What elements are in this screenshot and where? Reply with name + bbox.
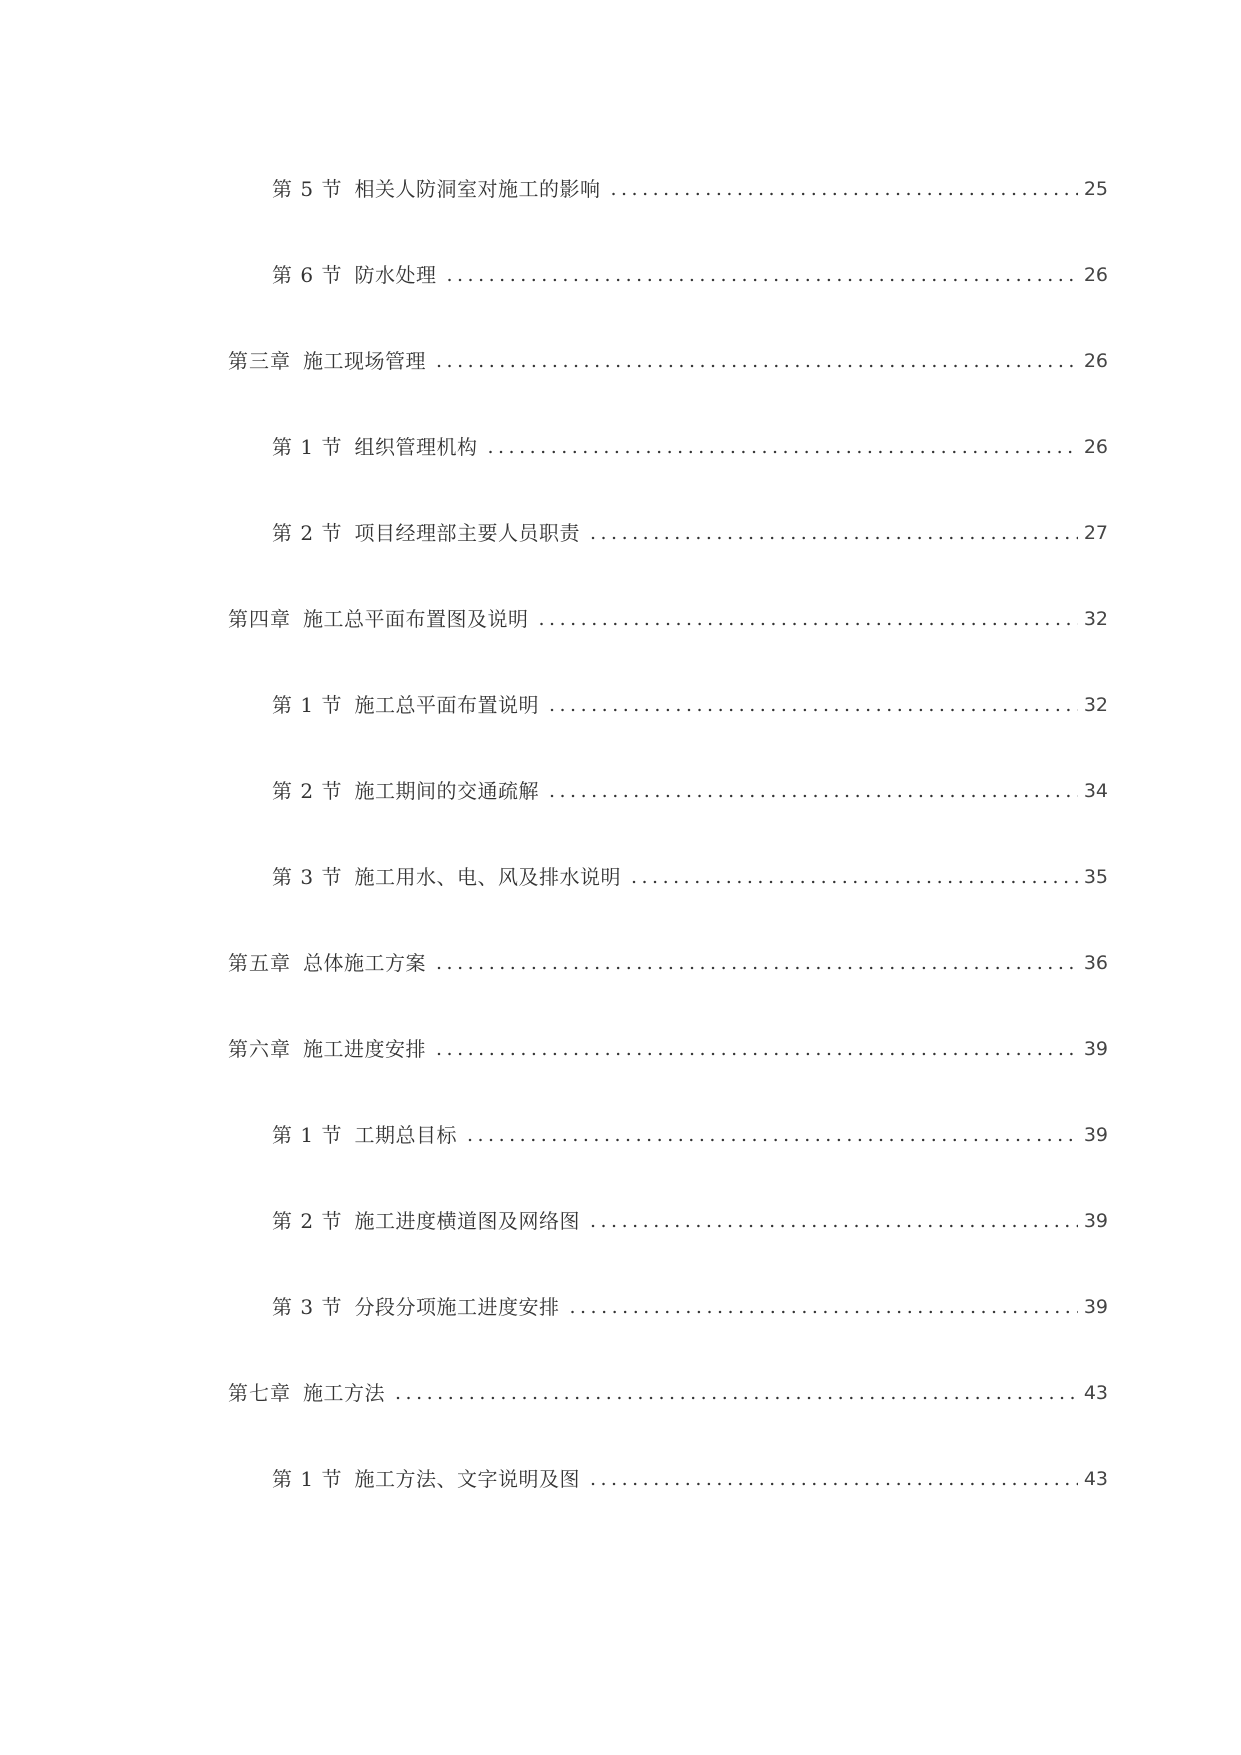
toc-entry-number: 第三章 [228, 349, 291, 373]
toc-entry[interactable] [228, 344, 1108, 378]
toc-entry-page: 39 [1083, 1124, 1108, 1146]
toc-entry[interactable] [228, 946, 1108, 980]
toc-entry-page: 43 [1083, 1468, 1108, 1490]
dot-leader [590, 1204, 1078, 1238]
toc-entry[interactable] [272, 774, 1108, 808]
toc-entry-number: 第 1 节 [272, 1123, 343, 1147]
dot-leader [549, 688, 1078, 722]
toc-entry-page: 36 [1083, 952, 1108, 974]
toc-entry-title: 施工用水、电、风及排水说明 [354, 865, 621, 889]
toc-entry-number: 第四章 [228, 607, 291, 631]
toc-entry-page: 39 [1083, 1296, 1108, 1318]
toc-entry[interactable] [272, 1118, 1108, 1152]
toc-entry-number: 第七章 [228, 1381, 291, 1405]
toc-entry-title: 施工方法、文字说明及图 [354, 1467, 580, 1491]
toc-entry-number: 第 1 节 [272, 435, 343, 459]
toc-entry-page: 39 [1083, 1038, 1108, 1060]
toc-entry[interactable] [272, 258, 1108, 292]
toc-entry-title: 分段分项施工进度安排 [354, 1295, 560, 1319]
toc-entry-title: 施工进度安排 [303, 1037, 426, 1061]
toc-entry-number: 第 5 节 [272, 177, 343, 201]
dot-leader [590, 1462, 1078, 1496]
toc-entry-page: 25 [1083, 178, 1108, 200]
toc-entry-page: 32 [1083, 608, 1108, 630]
toc-entry-title: 防水处理 [354, 263, 437, 287]
dot-leader [436, 1032, 1078, 1066]
toc-entry-title: 施工总平面布置图及说明 [303, 607, 529, 631]
toc-entry-page: 43 [1083, 1382, 1108, 1404]
dot-leader [395, 1376, 1078, 1410]
toc-entry-title: 项目经理部主要人员职责 [354, 521, 580, 545]
dot-leader [487, 430, 1078, 464]
dot-leader [549, 774, 1078, 808]
toc-entry[interactable] [272, 860, 1108, 894]
toc-entry-page: 35 [1083, 866, 1108, 888]
toc-entry-page: 34 [1083, 780, 1108, 802]
dot-leader [610, 172, 1078, 206]
dot-leader [467, 1118, 1078, 1152]
toc-entry-page: 26 [1083, 350, 1108, 372]
toc-entry-page: 26 [1083, 436, 1108, 458]
dot-leader [631, 860, 1078, 894]
toc-entry-number: 第 2 节 [272, 779, 343, 803]
toc-entry-title: 总体施工方案 [303, 951, 426, 975]
toc-entry-page: 26 [1083, 264, 1108, 286]
toc-entry-number: 第五章 [228, 951, 291, 975]
toc-entry-number: 第 3 节 [272, 865, 343, 889]
toc-entry-number: 第六章 [228, 1037, 291, 1061]
toc-entry-number: 第 1 节 [272, 1467, 343, 1491]
toc-entry[interactable] [228, 1376, 1108, 1410]
toc-entry-page: 39 [1083, 1210, 1108, 1232]
toc-entry-title: 施工期间的交通疏解 [354, 779, 539, 803]
toc-entry[interactable] [228, 1032, 1108, 1066]
toc-entry-title: 相关人防洞室对施工的影响 [354, 177, 601, 201]
dot-leader [590, 516, 1078, 550]
toc-entry-title: 组织管理机构 [354, 435, 478, 459]
toc-entry-number: 第 3 节 [272, 1295, 343, 1319]
dot-leader [436, 946, 1078, 980]
toc-entry-page: 32 [1083, 694, 1108, 716]
dot-leader [446, 258, 1078, 292]
toc-entry-title: 工期总目标 [354, 1123, 457, 1147]
toc-entry[interactable] [272, 516, 1108, 550]
toc-entry-title: 施工现场管理 [303, 349, 426, 373]
toc-entry[interactable] [272, 1290, 1108, 1324]
toc-entry-page: 27 [1083, 522, 1108, 544]
toc-entry-number: 第 1 节 [272, 693, 343, 717]
toc-entry[interactable] [272, 430, 1108, 464]
toc-entry-number: 第 6 节 [272, 263, 343, 287]
toc-entry[interactable] [272, 1462, 1108, 1496]
toc-entry-title: 施工总平面布置说明 [354, 693, 539, 717]
dot-leader [569, 1290, 1078, 1324]
toc-entry-number: 第 2 节 [272, 521, 343, 545]
toc-entry[interactable] [272, 1204, 1108, 1238]
toc-entry-title: 施工进度横道图及网络图 [354, 1209, 580, 1233]
toc-entry[interactable] [228, 602, 1108, 636]
toc-entry[interactable] [272, 172, 1108, 206]
toc-entry-number: 第 2 节 [272, 1209, 343, 1233]
dot-leader [539, 602, 1079, 636]
toc-entry-title: 施工方法 [303, 1381, 385, 1405]
dot-leader [436, 344, 1078, 378]
toc-entry[interactable] [272, 688, 1108, 722]
